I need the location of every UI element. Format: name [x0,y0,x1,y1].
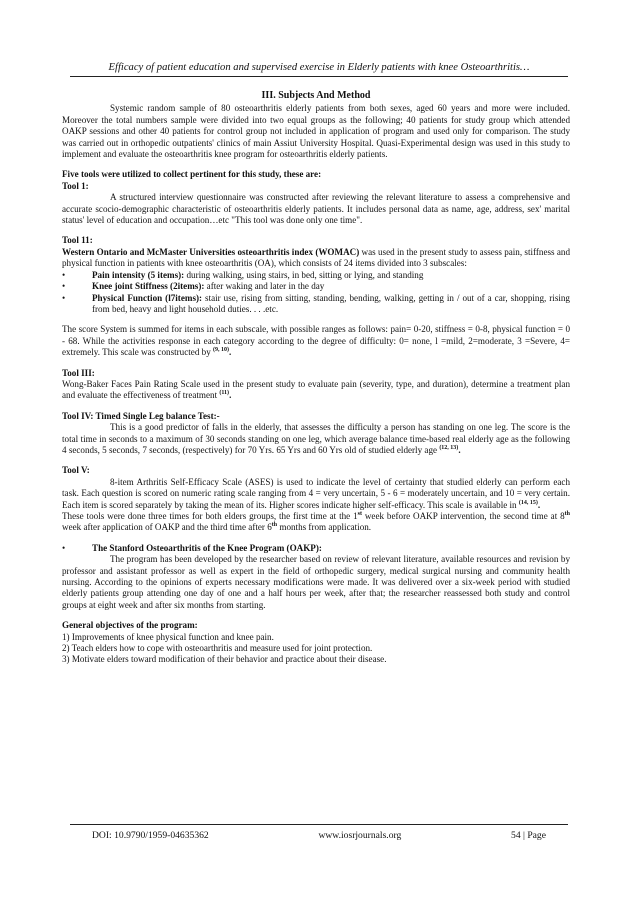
tools-heading: Five tools were utilized to collect pertinent for this study, these are: [62,169,322,180]
objectives-heading: General objectives of the program: [62,620,198,631]
journal-link[interactable]: www.iosrjournals.org [318,830,402,841]
body-content [62,90,570,666]
oakp-heading-list [62,543,570,554]
tool3-label: Tool III: [62,367,95,378]
intro-paragraph: Systemic random sample of 80 osteoarthritis elderly patients from both sexes, aged 60 years and more were included. Moreover the total numbers sample were divided into two equal groups as the following; 40 patients for study group which attended OAKP sessions and other 40 patients for control group not included in application of program and used only for comparison. The study was carried out in orthopedic outpatients' clinics of main Assiut University Hospital. Quasi-Experimental design was used in this study to implement and evaluate the osteoarthritis knee program for osteoarthritis elderly patients. [62,103,570,160]
tool1-label: Tool 1: [62,180,89,191]
womac-subscales [62,270,570,316]
page-footer [70,824,568,841]
bullet-icon: • [62,542,66,553]
tool4-end: . [458,444,461,455]
tool5-end: . [537,499,541,510]
ordinal-suffix: st [357,510,362,517]
times-text: week before OAKP intervention, the second time at 8 [361,511,565,521]
objectives-section [62,620,570,666]
ordinal-suffix: th [271,522,278,529]
tool2-label: Tool 11: [62,235,93,246]
score-paragraph [62,324,570,358]
tool5-label: Tool V: [62,465,90,476]
section-title: III. Subjects And Method [261,90,371,101]
tool3-text: Wong-Baker Faces Pain Rating Scale used in the present study to evaluate pain (severity, type, and duration), determine a treatment plan and evaluate the effectiveness of treatment [62,378,570,401]
bullet-icon: • [62,269,66,280]
bullet-icon: • [62,292,66,303]
list-item: 1) Improvements of knee physical function and knee pain. [62,631,274,642]
tool3-end: . [229,390,232,401]
list-item [62,543,570,554]
subscale-text: during walking, using stairs, in bed, sitting or lying, and standing [184,269,424,280]
tool4-text: This is a good predictor of falls in the elderly, that assesses the difficulty a person has standing on one leg. The score is the total time in seconds to a maximum of 30 seconds standing on one leg, which average balance time-based real elderly age as the following 4 seconds, 5 seconds, 7 seconds, (respectively) for 70 Yrs. 65 Yrs and 60 Yrs old of studied elderly age [62,422,570,455]
tool2-paragraph [62,247,570,270]
tool1-paragraph: A structured interview questionnaire was constructed after reviewing the relevant literature to assess a comprehensive and accurate scocio-demographic characteristic of osteoarthritis elderly patients. It includes personal data as name, age, address, sex' marital status' level of education and occupation…etc "This tool was done only one time". [62,192,570,226]
list-item [62,270,570,281]
times-text: These tools were done three times for both elders groups, the first time at the 1 [62,511,358,521]
times-paragraph [62,511,570,534]
tool4-paragraph [62,422,570,456]
subscale-text: after waking and later in the day [204,281,325,292]
times-text: months from application. [277,522,372,533]
score-text: The score System is summed for items in each subscale, with possible ranges as follows: pain= 0-20, stiffness = 0-8, physical function = 0 - 68. While the activities response in each category according to the degree of difficulty: 0= none, l =mild, 2=moderate, 3 =Severe, 4= extremely. This scale was constructed by [62,324,570,358]
tool4-label: Tool IV: Timed Single Leg balance Test:- [62,410,220,421]
times-text: week after application of OAKP and the third time after 6 [62,522,272,533]
oakp-heading: The Stanford Osteoarthritis of the Knee Program (OAKP): [92,542,322,553]
list-item: 2) Teach elders how to cope with osteoarthritis and measure used for joint protection. [62,643,373,654]
list-item [62,293,570,316]
citation-ref: (11) [219,390,230,397]
bullet-icon: • [62,281,66,292]
subscale-title: Knee joint Stiffness (2items): [92,281,205,292]
subscale-text: stair use, rising from sitting, standing, bending, walking, getting in / out of a car, shopping, rising from bed, heavy and light household duties. . . .etc. [92,292,570,314]
page-number: 54 | Page [511,830,546,841]
tool5-paragraph [62,477,570,511]
subscale-title: Pain intensity (5 items): [92,269,185,280]
ordinal-suffix: th [564,510,571,517]
list-item [62,281,570,292]
womac-description: was used in the present study to assess pain, stiffness and physical function in patients with knee osteoarthritis (OA), which consists of 24 items divided into 3 subscales: [62,246,570,269]
doi-text: DOI: 10.9790/1959-04635362 [92,830,209,841]
oakp-paragraph: The program has been developed by the researcher based on review of relevant literature, available resources and revision by professor and assistant professor as well as expert in the field of orthopedic surgery, medical surgical nursing and community health nursing. According to the opinions of experts necessary modifications were made. It was delivered over a six-week period with studied elderly patients group attending one day of one and a half hours per week, after that; the researcher reassessed both study and control groups at eight week and after six months from starting. [62,554,570,610]
citation-ref: (9, 10) [213,347,230,354]
citation-ref: (12, 13) [439,444,459,451]
subscale-title: Physical Function (l7items): [92,292,203,303]
list-item: 3) Motivate elders toward modification of their behavior and practice about their disease. [62,654,387,665]
score-end: . [229,347,232,358]
womac-title: Western Ontario and McMaster Universities osteoarthritis index (WOMAC) [62,246,360,257]
tool5-text: 8-item Arthritis Self-Efficacy Scale (ASES) is used to indicate the level of certainty that studied elderly can perform each task. Each question is scored on numeric rating scale ranging from 4 = very uncertain, 5 - 6 = moderately uncertain, and 10 = very certain. Each item is scored separately by taking the mean of its. Higher scores indicate higher self-efficacy. This scale is available in [62,476,570,510]
citation-ref: (14, 15) [518,499,538,506]
running-head: Efficacy of patient education and supervised exercise in Elderly patients with knee Osteoarthritis… [70,62,568,77]
tool3-paragraph [62,379,570,402]
